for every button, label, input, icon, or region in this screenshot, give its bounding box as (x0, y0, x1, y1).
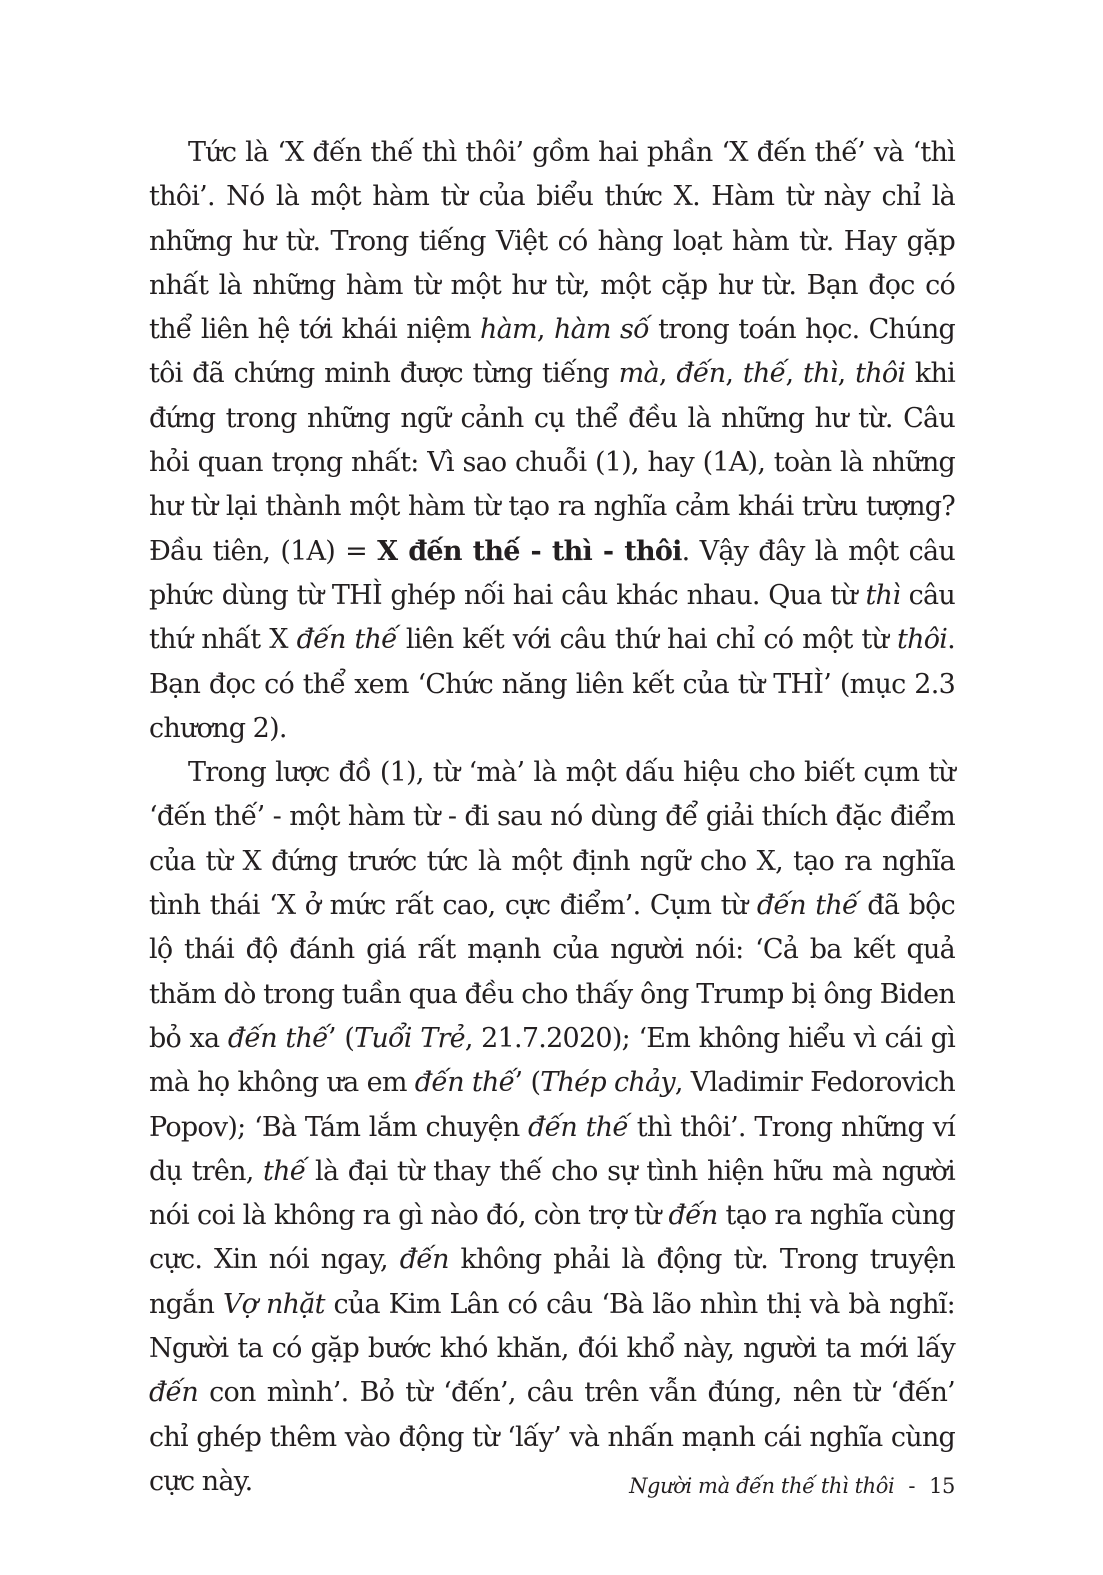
italic-run: hàm (480, 314, 537, 346)
text-run: thì thôi’. Trong những ví dụ trên, (149, 1111, 956, 1187)
bold-run: X đến thế - thì - thôi (377, 535, 682, 567)
footer-separator: - (908, 1474, 916, 1498)
italic-run: đến thế (414, 1067, 515, 1099)
text-run: . Vậy đây là một câu phức dùng từ THÌ ghép nối hai câu khác nhau. Qua từ (149, 535, 955, 611)
text-run: , (837, 358, 856, 390)
italic-run: thôi (897, 624, 948, 656)
italic-run: đến thế (227, 1022, 329, 1054)
text-run: , (658, 358, 677, 390)
text-run: của Kim Lân có câu ‘Bà lão nhìn thị và bà nghĩ: Người ta có gặp bước khó khăn, đói khổ này, người ta mới lấy (149, 1288, 956, 1365)
text-run: trong toán học. Chúng tôi đã chứng minh được từng tiếng (149, 314, 955, 390)
italic-run: Vợ nhặt (222, 1288, 325, 1320)
paragraph-2 (149, 751, 955, 1504)
italic-run: đến (399, 1244, 449, 1276)
text-run: , (536, 314, 554, 346)
italic-run: Thép chảy (540, 1067, 675, 1099)
text-run: , 21.7.2020); ‘Em không hiểu vì cái gì mà họ không ưa em (149, 1022, 956, 1099)
italic-run: đến thế (296, 624, 398, 656)
italic-run: hàm số (553, 314, 649, 346)
italic-run: thì (865, 579, 901, 611)
text-run: là đại từ thay thế cho sự tình hiện hữu mà người nói coi là không ra gì nào đó, còn trợ từ (149, 1155, 956, 1232)
text-run: . Bạn đọc có thể xem ‘Chức năng liên kết của từ THÌ’ (mục 2.3 chương 2). (149, 624, 955, 744)
text-run: , (785, 358, 803, 390)
italic-run: đến (149, 1377, 199, 1409)
page-number: 15 (929, 1474, 955, 1498)
italic-run: đến thế (756, 890, 858, 922)
italic-run: thế (742, 358, 786, 390)
text-run: câu thứ nhất X (149, 579, 955, 656)
text-run: con mình’. Bỏ từ ‘đến’, câu trên vẫn đúng, nên từ ‘đến’ chỉ ghép thêm vào động từ ‘lấy’ và nhấn mạnh cái nghĩa cùng cực này. (149, 1377, 955, 1497)
running-footer (629, 1474, 955, 1498)
italic-run: thế (263, 1155, 306, 1187)
text-run: Trong lược đồ (1), từ ‘mà’ là một dấu hiệu cho biết cụm từ ‘đến thế’ - một hàm từ - đi sau nó dùng để giải thích đặc điểm của từ X đứng trước tức là một định ngữ cho X, tạo ra nghĩa tình thái ‘X ở mức rất cao, cực điểm’. Cụm từ (149, 757, 955, 922)
text-run: , (725, 358, 743, 390)
text-run: đã bộc lộ thái độ đánh giá rất mạnh của người nói: ‘Cả ba kết quả thăm dò trong tuần qua đều cho thấy ông Trump bị ông Biden bỏ xa (149, 890, 955, 1054)
italic-run: mà (618, 358, 659, 390)
text-run: Tức là ‘X đến thế thì thôi’ gồm hai phần ‘X đến thế’ và ‘thì thôi’. Nó là một hàm từ của biểu thức X. Hàm từ này chỉ là những hư từ. Trong tiếng Việt có hàng loạt hàm từ. Hay gặp nhất là những hàm từ một hư từ, một cặp hư từ. Bạn đọc có thể liên hệ tới khái niệm (149, 137, 955, 346)
text-run: ’ ( (514, 1067, 541, 1099)
text-run: liên kết với câu thứ hai chỉ có một từ (397, 624, 898, 656)
text-run: , Vladimir Fedorovich Popov); ‘Bà Tám lắm chuyện (149, 1067, 956, 1143)
italic-run: đến (676, 358, 726, 390)
body-text (149, 131, 955, 1504)
paragraph-1 (149, 131, 955, 751)
italic-run: đến thế (528, 1111, 629, 1143)
italic-run: đến (668, 1200, 718, 1232)
text-run: khi đứng trong những ngữ cảnh cụ thể đều là những hư từ. Câu hỏi quan trọng nhất: Vì sao chuỗi (1), hay (1A), toàn là những hư từ lại thành một hàm từ tạo ra nghĩa cảm khái trừu tượng? Đầu tiên, (1A) = (149, 358, 956, 567)
italic-run: thôi (855, 358, 906, 390)
text-run: tạo ra nghĩa cùng cực. Xin nói ngay, (149, 1200, 955, 1276)
text-run: không phải là động từ. Trong truyện ngắn (149, 1244, 955, 1320)
text-run: ’ ( (328, 1022, 355, 1054)
italic-run: thì (802, 358, 838, 390)
italic-run: Tuổi Trẻ (354, 1022, 465, 1054)
running-title: Người mà đến thế thì thôi (629, 1474, 895, 1498)
